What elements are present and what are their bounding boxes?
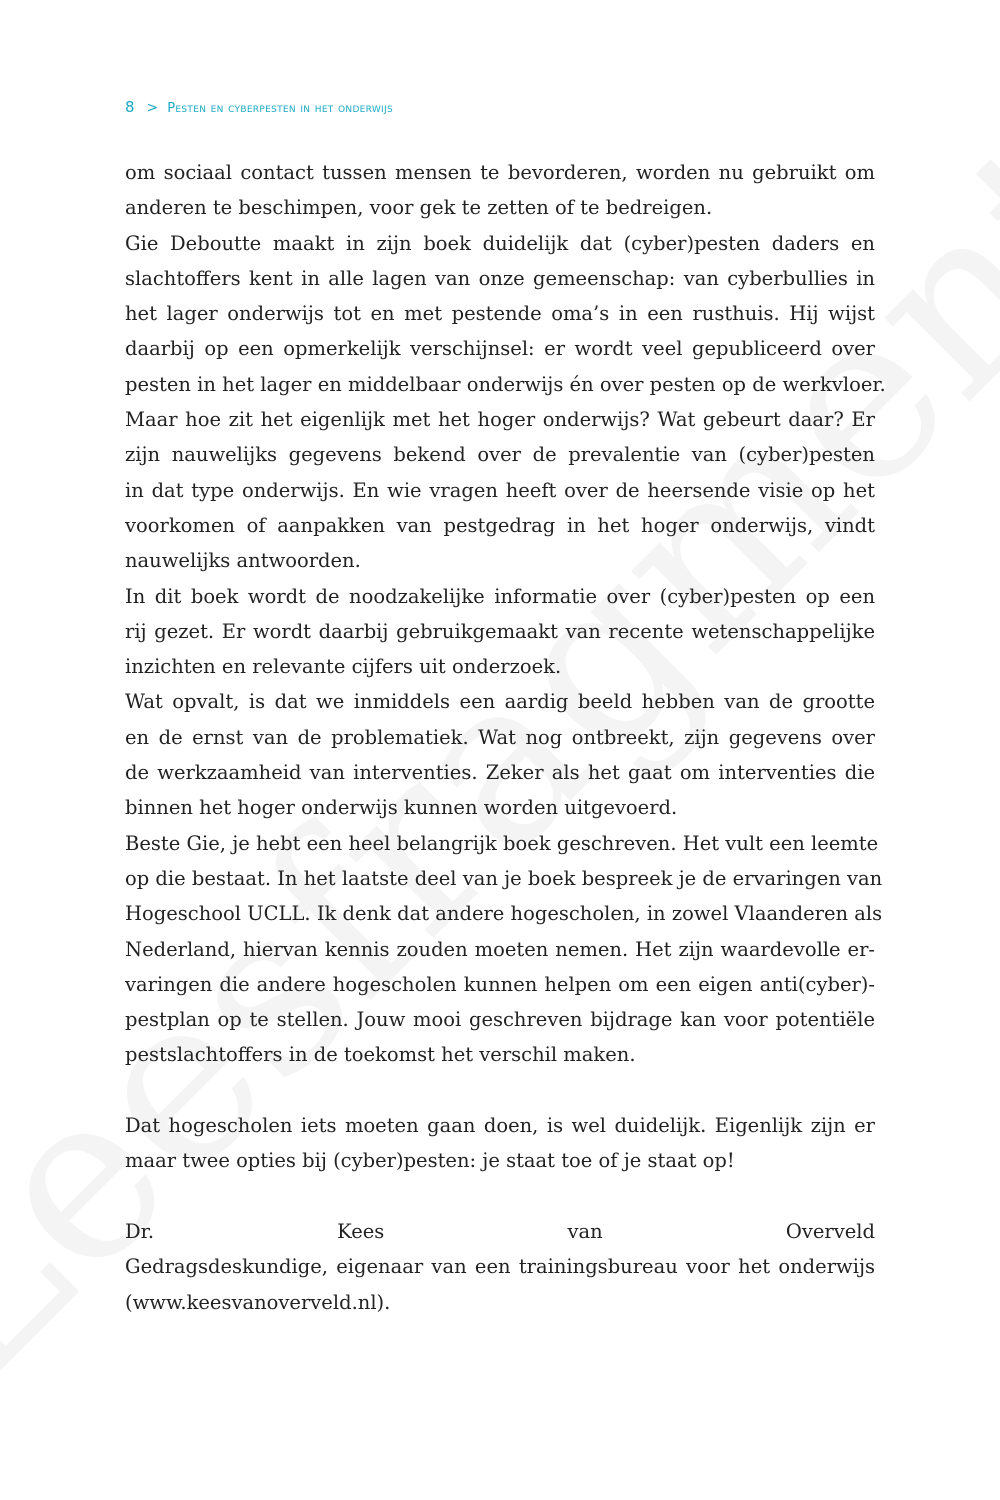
text-line: slachtoffers kent in alle lagen van onze gemeenschap: van cyberbullies in — [125, 266, 875, 290]
text-line: rij gezet. Er wordt daarbij gebruikgemaakt van recente wetenschappelijke — [125, 619, 875, 643]
text-line: pestslachtoffers in de toekomst het verschil maken. — [125, 1043, 636, 1067]
paragraph — [125, 579, 875, 685]
text-line: Beste Gie, je hebt een heel belangrijk boek geschreven. Het vult een leemte — [125, 831, 879, 855]
paragraph-gap — [125, 1073, 875, 1108]
text-line: Gie Deboutte maakt in zijn boek duidelijk dat (cyber)pesten daders en — [125, 231, 875, 255]
text-line: Gedragsdeskundige, eigenaar van een trainingsbureau voor het onderwijs — [125, 1255, 875, 1279]
text-line: Wat opvalt, is dat we inmiddels een aardig beeld hebben van de grootte — [125, 690, 875, 714]
text-line: Dat hogescholen iets moeten gaan doen, is wel duidelijk. Eigenlijk zijn er — [125, 1114, 875, 1138]
text-line: op die bestaat. In het laatste deel van je boek bespreek je de ervaringen van — [125, 866, 883, 890]
text-line: en de ernst van de problematiek. Wat nog ontbreekt, zijn gegevens over — [125, 725, 875, 749]
paragraph — [125, 155, 875, 226]
text-line: het lager onderwijs tot en met pestende oma’s in een rusthuis. Hij wijst — [125, 302, 875, 326]
text-line: Hogeschool UCLL. Ik denk dat andere hogescholen, in zowel Vlaanderen als — [125, 902, 883, 926]
text-line: maar twee opties bij (cyber)pesten: je staat toe of je staat op! — [125, 1149, 735, 1173]
body-text — [125, 155, 886, 1320]
paragraph — [125, 826, 883, 1073]
text-line: Nederland, hiervan kennis zouden moeten nemen. Het zijn waardevolle er- — [125, 937, 875, 961]
text-line: zijn nauwelijks gegevens bekend over de prevalentie van (cyber)pesten — [125, 443, 875, 467]
text-line: binnen het hoger onderwijs kunnen worden uitgevoerd. — [125, 796, 678, 820]
chapter-title: Pesten en cyberpesten in het onderwijs — [167, 101, 393, 116]
text-line: In dit boek wordt de noodzakelijke informatie over (cyber)pesten op een — [125, 584, 875, 608]
text-line: anderen te beschimpen, voor gek te zetten of te bedreigen. — [125, 196, 713, 220]
text-line: varingen die andere hogescholen kunnen helpen om een eigen anti(cyber)- — [125, 972, 875, 996]
paragraph-gap — [125, 1179, 875, 1214]
chevron-right-icon: > — [146, 100, 159, 116]
paragraph — [125, 1214, 875, 1320]
text-line: voorkomen of aanpakken van pestgedrag in het hoger onderwijs, vindt — [125, 513, 875, 537]
text-line: daarbij op een opmerkelijk verschijnsel: er wordt veel gepubliceerd over — [125, 337, 875, 361]
text-line: nauwelijks antwoorden. — [125, 549, 361, 573]
text-line: inzichten en relevante cijfers uit onderzoek. — [125, 655, 562, 679]
text-line: in dat type onderwijs. En wie vragen heeft over de heersende visie op het — [125, 478, 875, 502]
page-number: 8 — [125, 98, 135, 116]
paragraph — [125, 226, 886, 579]
text-line: Maar hoe zit het eigenlijk met het hoger onderwijs? Wat gebeurt daar? Er — [125, 408, 875, 432]
text-line: de werkzaamheid van interventies. Zeker als het gaat om interventies die — [125, 761, 875, 785]
text-line: pestplan op te stellen. Jouw mooi geschreven bijdrage kan voor potentiële — [125, 1008, 875, 1032]
paragraph — [125, 1108, 875, 1179]
text-line: Dr. Kees van Overveld — [125, 1219, 875, 1243]
paragraph — [125, 684, 875, 825]
text-line: om sociaal contact tussen mensen te bevorderen, worden nu gebruikt om — [125, 161, 875, 184]
running-head — [125, 98, 393, 116]
text-line: (www.keesvanoverveld.nl). — [125, 1290, 391, 1314]
text-line: pesten in het lager en middelbaar onderwijs én over pesten op de werkvloer. — [125, 372, 886, 396]
